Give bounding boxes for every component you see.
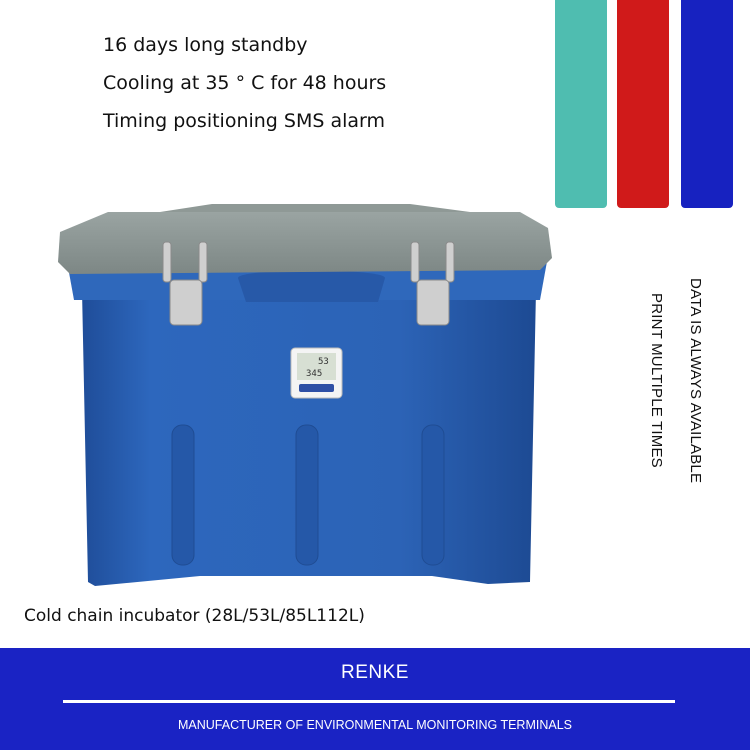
footer-divider [63, 700, 675, 703]
side-note-data-available: DATA IS ALWAYS AVAILABLE [687, 278, 704, 484]
display-reading-top: 53 [318, 357, 329, 367]
feature-alarm: Timing positioning SMS alarm [103, 110, 386, 132]
footer-banner [0, 648, 750, 750]
display-reading-bottom: 345 [306, 369, 323, 379]
feature-cooling: Cooling at 35 ° C for 48 hours [103, 72, 387, 94]
product-caption: Cold chain incubator (28L/53L/85L112L) [24, 606, 365, 626]
footer-tagline: MANUFACTURER OF ENVIRONMENTAL MONITORING TERMINALS [177, 718, 572, 732]
feature-standby: 16 days long standby [103, 34, 308, 56]
footer-brand: RENKE [341, 662, 409, 683]
side-note-print-multiple: PRINT MULTIPLE TIMES [648, 293, 665, 468]
